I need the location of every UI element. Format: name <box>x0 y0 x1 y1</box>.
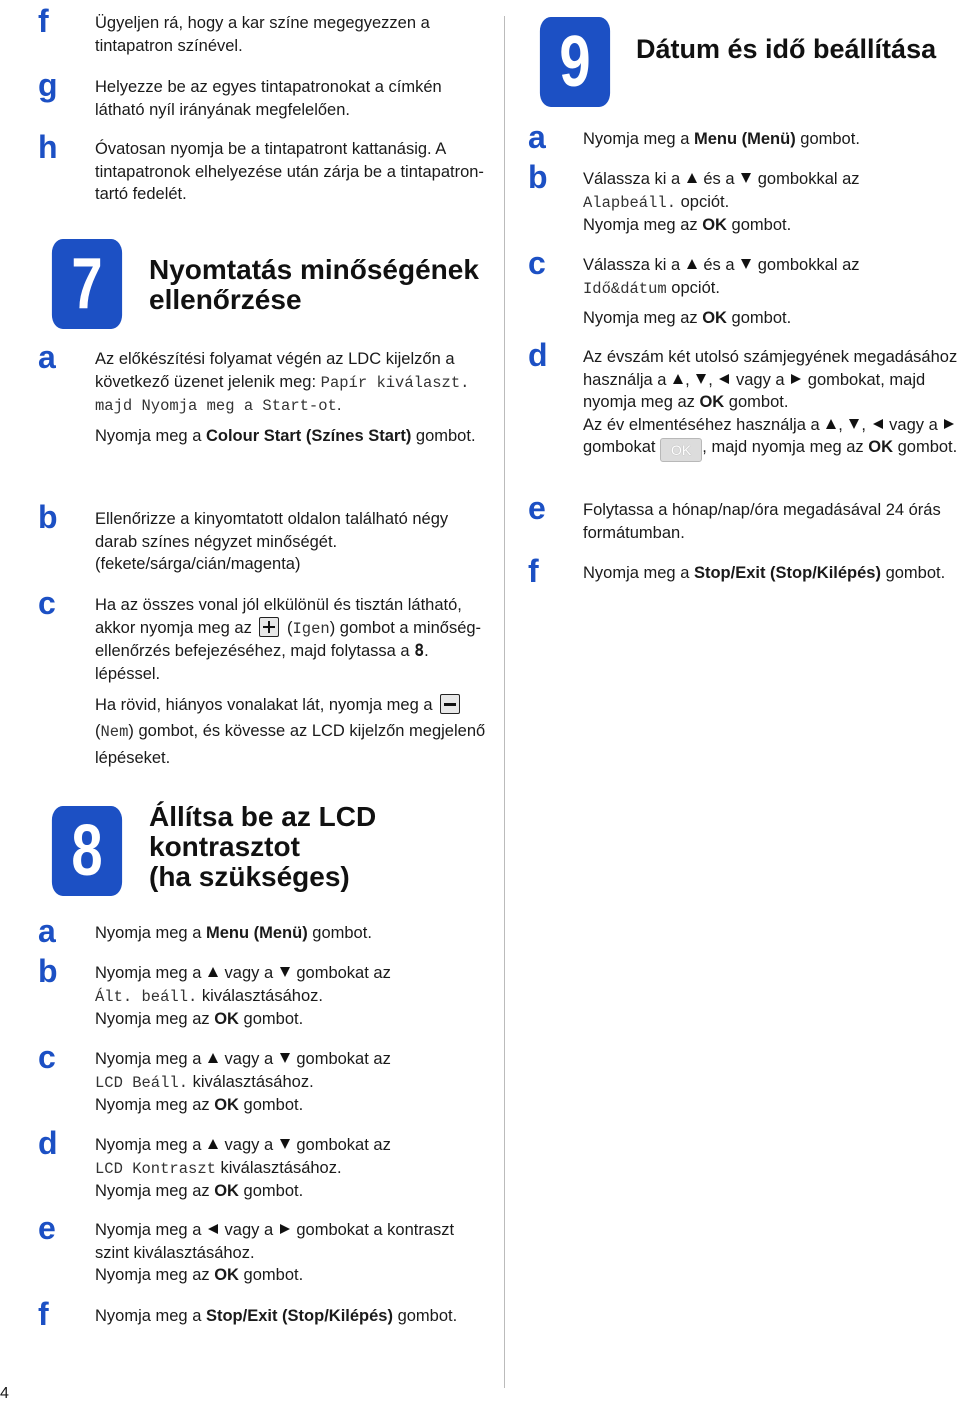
text-part: gombot. <box>880 564 946 582</box>
lcd-option: Igen <box>292 619 330 638</box>
text-part: gombot. <box>795 130 860 148</box>
button-name: Colour Start (Színes Start) <box>205 426 412 445</box>
text-part: gombot. <box>238 1010 304 1029</box>
step-letter: d <box>38 1125 58 1161</box>
text-part: vagy a <box>219 1050 278 1068</box>
text-part: vagy a <box>219 1221 278 1239</box>
up-arrow-icon <box>673 374 683 384</box>
text-part: Ha rövid, hiányos vonalakat lát, nyomja meg a <box>95 696 438 715</box>
text-part: Nyomja meg a <box>95 1050 206 1068</box>
section-7-title <box>149 255 479 315</box>
text-part: gombokat az <box>291 1050 391 1068</box>
up-arrow-icon <box>208 967 218 977</box>
lcd-option: LCD Kontraszt <box>95 1159 216 1178</box>
step-text <box>95 1219 490 1287</box>
text-part: kiválasztásához. <box>188 1072 314 1091</box>
left-arrow-icon <box>719 374 729 384</box>
step-letter: c <box>528 245 546 281</box>
step-letter: c <box>38 1039 56 1075</box>
text-part: gombot. <box>238 1266 304 1285</box>
text-part: Nyomja meg az <box>95 1096 215 1115</box>
text-part: vagy a <box>884 415 943 434</box>
button-name: Stop/Exit (Stop/Kilépés) <box>205 1307 393 1325</box>
step-text <box>583 562 960 585</box>
up-arrow-icon <box>208 1053 218 1063</box>
step-letter: d <box>528 337 548 373</box>
text-part: Nyomja meg a <box>95 1221 206 1239</box>
section-8-title-line2: kontrasztot <box>149 831 300 862</box>
step-text: Ha az összes vonal jól elkülönül és tisztán látható, akkor nyomja meg az (Igen) gombot a minőség-ellenőrzés befejezéséhez, majd folytassa a 8. lépéssel. Ha rövid, hiányos vonalakat lát, nyomja meg a (Nem) gombot, és kövesse az LCD kijelzőn megjelenő lépéseket. <box>95 596 486 768</box>
left-arrow-icon <box>873 419 883 429</box>
down-arrow-icon <box>741 259 751 269</box>
step-text <box>95 1305 490 1328</box>
column-divider <box>504 16 505 1388</box>
text-part: , majd nyomja meg az <box>702 438 869 457</box>
up-arrow-icon <box>687 259 697 269</box>
lcd-option: Nem <box>100 723 129 742</box>
step-letter: a <box>38 339 56 375</box>
text-part: és a <box>698 170 740 188</box>
text-part: gombokat, majd nyomja meg az <box>583 370 926 412</box>
button-name: Menu (Menü) <box>205 924 308 942</box>
text-part: Nyomja meg az <box>95 1182 215 1201</box>
step-letter: b <box>38 953 58 989</box>
section-9-badge: 9 <box>540 17 610 107</box>
page-number: 4 <box>0 1385 9 1402</box>
text-part: Nyomja meg az <box>583 309 703 328</box>
down-arrow-icon <box>280 1139 290 1149</box>
text-part: gombokat az <box>291 964 391 982</box>
minus-key-icon <box>440 694 460 714</box>
section-9-title: Dátum és idő beállítása <box>636 34 937 64</box>
step-letter: a <box>38 913 56 949</box>
text-part: gombokat az <box>291 1136 391 1154</box>
text-part: vagy a <box>219 964 278 982</box>
text-part: Nyomja meg az <box>95 1010 215 1029</box>
text-part: gombot. <box>238 1096 304 1115</box>
step-letter: g <box>38 67 58 103</box>
text-part: opciót. <box>676 192 730 211</box>
text-part: . <box>336 396 342 415</box>
down-arrow-icon <box>280 1053 290 1063</box>
lcd-option: LCD Beáll. <box>95 1073 189 1092</box>
down-arrow-icon <box>741 173 751 183</box>
text-part: Az évszám két utolsó számjegyének megadásához használja a <box>583 348 958 389</box>
step-text <box>583 168 960 237</box>
section-7-title-line2: ellenőrzése <box>149 284 302 315</box>
plus-key-icon <box>259 617 279 637</box>
text-part: gombot. <box>392 1307 458 1325</box>
step-text: Ellenőrizze a kinyomtatott oldalon található négy darab színes négyzet minőségét. (fekete/sárga/cián/magenta) <box>95 510 449 574</box>
text-part: kiválasztásához. <box>215 1158 342 1177</box>
step-text: Óvatosan nyomja be a tintapatront kattanásig. A tintapatronok elhelyezése után zárja be a tintapatron-tartó fedelét. <box>95 140 484 204</box>
text-part: Válassza ki a <box>583 170 685 188</box>
text-part: Az év elmentéséhez használja a <box>583 415 825 434</box>
section-7-title-line1: Nyomtatás minőségének <box>149 254 479 285</box>
step-letter: h <box>38 129 58 165</box>
text-part: és a <box>698 256 740 274</box>
down-arrow-icon <box>280 967 290 977</box>
button-name: OK <box>702 309 727 328</box>
button-name: OK <box>214 1266 239 1285</box>
step-text <box>95 922 490 945</box>
up-arrow-icon <box>687 173 697 183</box>
down-arrow-icon <box>849 419 859 429</box>
down-arrow-icon <box>696 374 706 384</box>
left-arrow-icon <box>208 1224 218 1234</box>
up-arrow-icon <box>826 419 836 429</box>
text-part: Az előkészítési folyamat végén az LDC kijelzőn a következő üzenet jelenik meg: <box>95 350 455 391</box>
step-text: Az évszám két utolsó számjegyének megadásához használja a , , vagy a gombokat, majd nyomja meg az OK gombot. Az év elmentéséhez használja a , , vagy a gombokat OK , majd nyomja meg az OK gombot. <box>583 346 960 462</box>
button-name: OK <box>214 1096 239 1115</box>
text-part: Nyomja meg a <box>95 1136 206 1154</box>
step-letter: b <box>38 499 58 535</box>
step-letter: e <box>38 1210 56 1246</box>
step-text: Helyezze be az egyes tintapatronokat a címkén látható nyíl irányának megfelelően. <box>95 78 442 119</box>
step-letter: c <box>38 585 56 621</box>
lcd-message: Papír kiválaszt. majd Nyomja meg a Start-ot <box>95 373 470 416</box>
text-part: gombot. <box>238 1182 304 1201</box>
text-part: Nyomja meg az <box>583 216 703 235</box>
text-part: gombokkal az <box>753 256 860 274</box>
step-text <box>95 348 490 447</box>
text-part: Válassza ki a <box>583 256 685 274</box>
step-letter: a <box>528 119 546 155</box>
lcd-option: Alapbeáll. <box>583 193 677 212</box>
text-part: Nyomja meg a <box>95 426 206 445</box>
section-7-badge: 7 <box>52 239 122 329</box>
text-part: gombot a minőség-ellenőrzés befejezéséhez, majd folytassa a <box>95 618 482 661</box>
step-text <box>583 128 960 151</box>
text-part: gombot. <box>726 216 792 235</box>
button-name: OK <box>868 438 894 457</box>
text-part: gombot. <box>726 309 792 328</box>
lcd-option: Ált. beáll. <box>95 987 198 1006</box>
step-text <box>95 962 490 1031</box>
text-part: Nyomja meg az <box>95 1266 215 1285</box>
text-part: Nyomja meg a <box>95 1307 206 1325</box>
right-arrow-icon <box>791 374 801 384</box>
ok-button-image: OK <box>660 438 702 462</box>
text-part: gombot. <box>893 438 958 457</box>
text-part: gombot, és kövesse az LCD kijelzőn megjelenő lépéseket. <box>95 722 486 768</box>
section-8-title-line1: Állítsa be az LCD <box>149 801 377 832</box>
section-8-badge: 8 <box>52 806 122 896</box>
right-arrow-icon <box>280 1224 290 1234</box>
button-name: OK <box>702 216 727 235</box>
step-letter: b <box>528 159 548 195</box>
step-text: Ügyeljen rá, hogy a kar színe megegyezzen a tintapatron színével. <box>95 14 430 55</box>
text-part: Ha az összes vonal jól elkülönül és tisztán látható, akkor nyomja meg az <box>95 596 462 637</box>
text-part: gombokkal az <box>753 170 860 188</box>
step-reference: 8 <box>414 641 425 661</box>
text-part: opciót. <box>666 278 720 297</box>
section-8-title <box>149 802 376 892</box>
step-letter: f <box>528 553 539 589</box>
step-letter: f <box>38 3 49 39</box>
step-text <box>95 1134 490 1203</box>
button-name: Menu (Menü) <box>693 130 796 148</box>
text-part: . lépéssel. <box>95 642 429 683</box>
text-part: vagy a <box>219 1136 278 1154</box>
step-letter: f <box>38 1296 49 1332</box>
text-part: gombokat <box>583 438 661 457</box>
text-part: Nyomja meg a <box>583 130 694 148</box>
text-part: gombot. <box>724 393 789 412</box>
text-part: kiválasztásához. <box>197 986 323 1005</box>
step-letter: e <box>528 490 546 526</box>
text-part: Nyomja meg a <box>95 924 206 942</box>
step-text: Folytassa a hónap/nap/óra megadásával 24 órás formátumban. <box>583 501 941 542</box>
section-8-title-line3: (ha szükséges) <box>149 861 350 892</box>
step-text <box>95 1048 490 1117</box>
text-part: gombot. <box>307 924 372 942</box>
text-part: vagy a <box>731 370 790 389</box>
step-text <box>583 254 960 330</box>
lcd-option: Idő&dátum <box>583 279 667 298</box>
button-name: OK <box>699 393 725 412</box>
text-part: Nyomja meg a <box>95 964 206 982</box>
up-arrow-icon <box>208 1139 218 1149</box>
text-part: gombot. <box>411 426 476 445</box>
right-arrow-icon <box>944 419 954 429</box>
button-name: Stop/Exit (Stop/Kilépés) <box>693 564 881 582</box>
text-part: gombokat a kontraszt szint kiválasztásához. <box>95 1221 455 1262</box>
text-part: Nyomja meg a <box>583 564 694 582</box>
button-name: OK <box>214 1010 239 1029</box>
button-name: OK <box>214 1182 239 1201</box>
